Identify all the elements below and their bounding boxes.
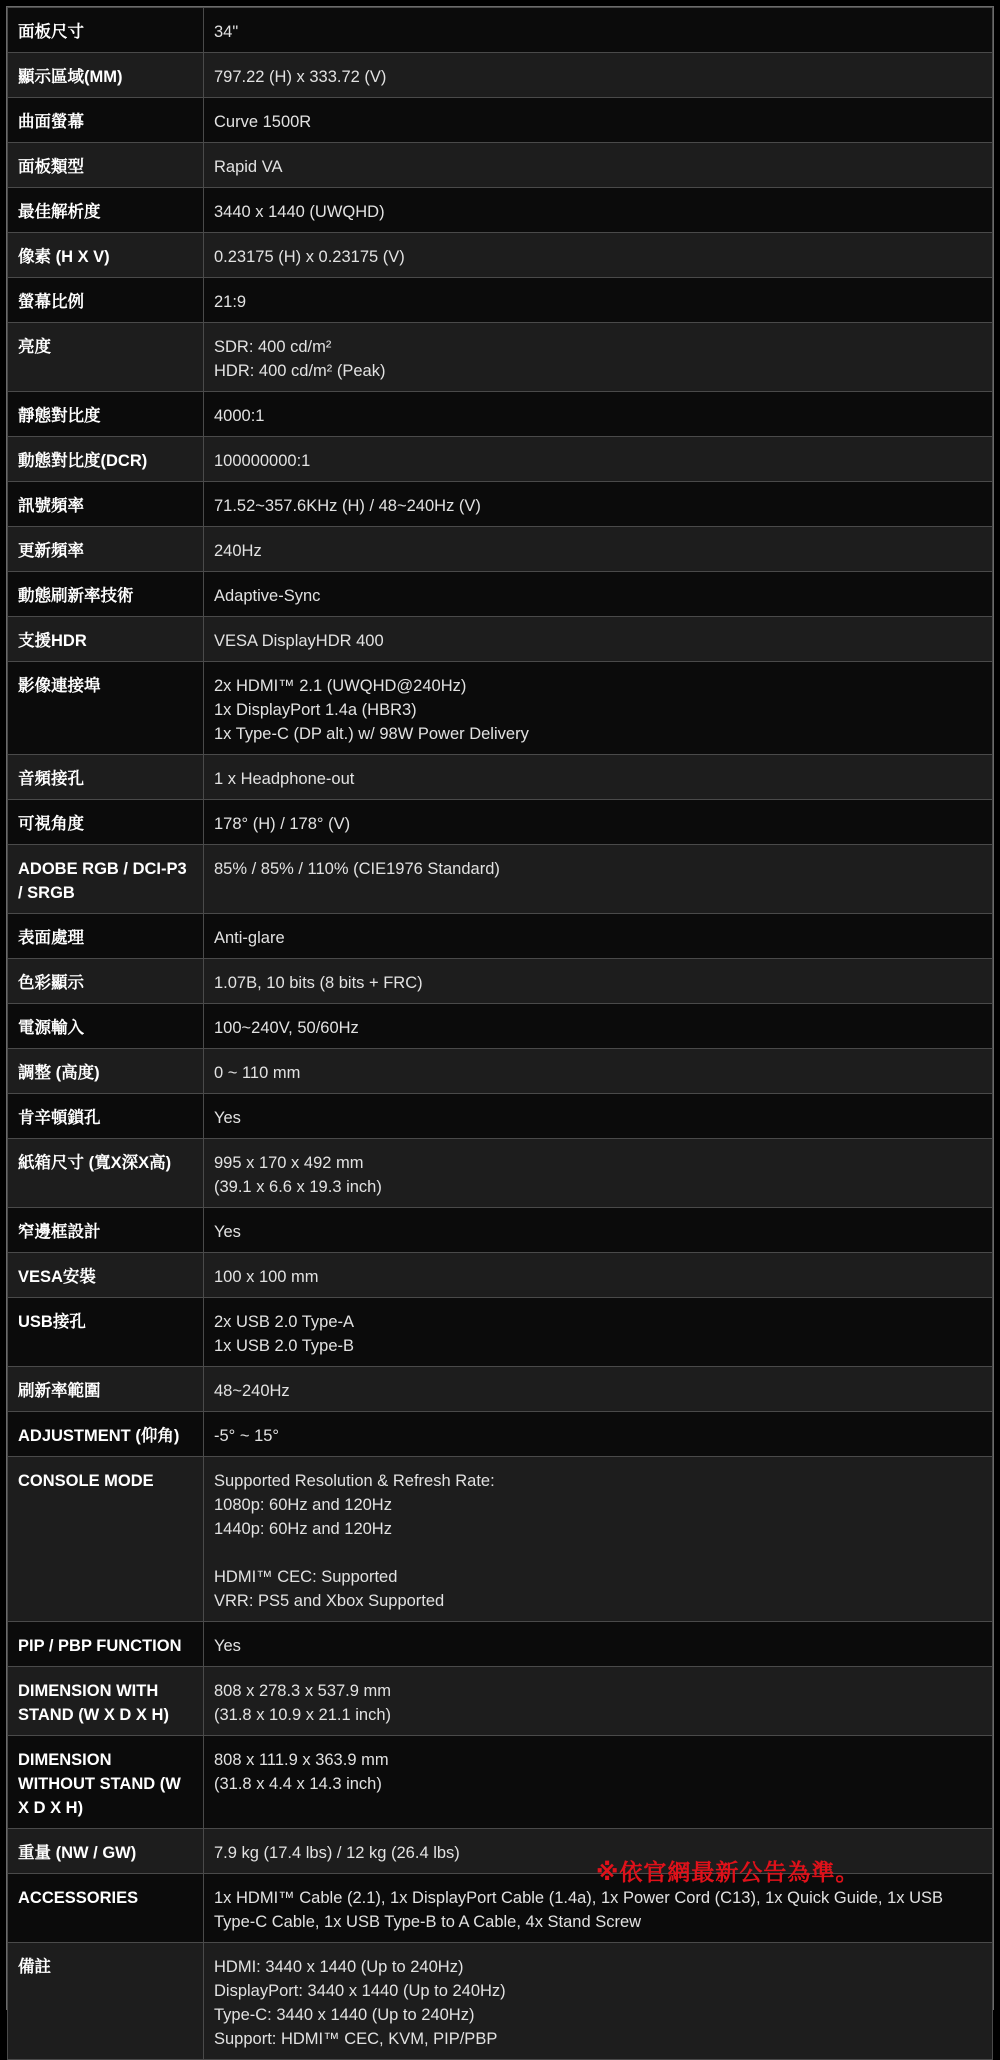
- spec-row: [8, 1412, 993, 1457]
- spec-value: [204, 914, 993, 959]
- spec-value: [204, 323, 993, 392]
- spec-value: [204, 755, 993, 800]
- spec-label: 窄邊框設計: [8, 1208, 204, 1253]
- spec-value-line: 100 x 100 mm: [214, 1268, 319, 1286]
- spec-value-line: 2x HDMI™ 2.1 (UWQHD@240Hz): [214, 677, 467, 695]
- spec-value-line: Type-C: 3440 x 1440 (Up to 240Hz): [214, 2006, 475, 2024]
- spec-value-line: Yes: [214, 1223, 241, 1241]
- spec-value-line: (39.1 x 6.6 x 19.3 inch): [214, 1178, 382, 1196]
- spec-value: [204, 662, 993, 755]
- spec-table: [7, 7, 993, 2060]
- spec-label: ADJUSTMENT (仰角): [8, 1412, 204, 1457]
- spec-value-line: 0 ~ 110 mm: [214, 1064, 301, 1082]
- spec-value-line: 1x USB 2.0 Type-B: [214, 1337, 355, 1355]
- spec-value-line: HDR: 400 cd/m² (Peak): [214, 362, 386, 380]
- spec-value: [204, 1367, 993, 1412]
- spec-label: 顯示區域(MM): [8, 53, 204, 98]
- spec-row: [8, 53, 993, 98]
- spec-label: USB接孔: [8, 1298, 204, 1367]
- spec-value: [204, 617, 993, 662]
- spec-row: [8, 572, 993, 617]
- spec-label: 肯辛頓鎖孔: [8, 1094, 204, 1139]
- spec-value: [204, 437, 993, 482]
- spec-value: [204, 233, 993, 278]
- spec-value-line: 1.07B, 10 bits (8 bits + FRC): [214, 974, 423, 992]
- spec-row: [8, 1736, 993, 1829]
- spec-label: 面板類型: [8, 143, 204, 188]
- spec-value-line: HDMI: 3440 x 1440 (Up to 240Hz): [214, 1958, 464, 1976]
- spec-row: [8, 1367, 993, 1412]
- spec-label: 螢幕比例: [8, 278, 204, 323]
- spec-value-line: Support: HDMI™ CEC, KVM, PIP/PBP: [214, 2030, 498, 2048]
- spec-label: 動態對比度(DCR): [8, 437, 204, 482]
- spec-row: [8, 617, 993, 662]
- spec-label: 紙箱尺寸 (寬X深X高): [8, 1139, 204, 1208]
- spec-value-line: 48~240Hz: [214, 1382, 290, 1400]
- spec-value: [204, 1412, 993, 1457]
- spec-table-frame: [6, 6, 994, 2048]
- spec-value: [204, 278, 993, 323]
- spec-value: [204, 188, 993, 233]
- spec-value-line: Anti-glare: [214, 929, 285, 947]
- spec-row: [8, 1622, 993, 1667]
- spec-value-line: (31.8 x 4.4 x 14.3 inch): [214, 1775, 382, 1793]
- spec-row: [8, 278, 993, 323]
- spec-label: 音頻接孔: [8, 755, 204, 800]
- spec-value: [204, 800, 993, 845]
- spec-value-line: 7.9 kg (17.4 lbs) / 12 kg (26.4 lbs): [214, 1844, 460, 1862]
- spec-value: [204, 1253, 993, 1298]
- spec-value-line: 71.52~357.6KHz (H) / 48~240Hz (V): [214, 497, 481, 515]
- spec-value-line: Curve 1500R: [214, 113, 312, 131]
- spec-value: [204, 1208, 993, 1253]
- spec-row: [8, 1094, 993, 1139]
- spec-value-line: 1x DisplayPort 1.4a (HBR3): [214, 701, 417, 719]
- spec-value-line: (31.8 x 10.9 x 21.1 inch): [214, 1706, 392, 1724]
- spec-row: [8, 527, 993, 572]
- spec-value-line: SDR: 400 cd/m²: [214, 338, 332, 356]
- spec-value: [204, 1094, 993, 1139]
- spec-row: [8, 1139, 993, 1208]
- spec-value-line: Yes: [214, 1637, 241, 1655]
- spec-row: [8, 1004, 993, 1049]
- spec-row: [8, 437, 993, 482]
- spec-row: [8, 143, 993, 188]
- spec-label: 曲面螢幕: [8, 98, 204, 143]
- spec-row: [8, 1457, 993, 1622]
- spec-value-line: 808 x 278.3 x 537.9 mm: [214, 1682, 392, 1700]
- spec-label: 像素 (H X V): [8, 233, 204, 278]
- spec-row: [8, 845, 993, 914]
- spec-value-line: 100~240V, 50/60Hz: [214, 1019, 359, 1037]
- spec-value: [204, 1049, 993, 1094]
- spec-value: [204, 1004, 993, 1049]
- spec-label: ACCESSORIES: [8, 1874, 204, 1943]
- spec-value: [204, 1943, 993, 2060]
- spec-row: [8, 1253, 993, 1298]
- spec-value-line: 1080p: 60Hz and 120Hz: [214, 1496, 392, 1514]
- spec-row: [8, 1667, 993, 1736]
- spec-value-line: HDMI™ CEC: Supported: [214, 1568, 398, 1586]
- spec-row: [8, 662, 993, 755]
- spec-label: 表面處理: [8, 914, 204, 959]
- spec-label: 影像連接埠: [8, 662, 204, 755]
- spec-value-line: 1x HDMI™ Cable (2.1), 1x DisplayPort Cable (1.4a), 1x Power Cord (C13), 1x Quick Guide, 1x USB Type-C Cable, 1x USB Type-B to A Cable, 4x Stand Screw: [214, 1889, 944, 1931]
- spec-label: 支援HDR: [8, 617, 204, 662]
- spec-label: VESA安裝: [8, 1253, 204, 1298]
- spec-value-line: 21:9: [214, 293, 247, 311]
- spec-value-line: Yes: [214, 1109, 241, 1127]
- spec-value-line: 85% / 85% / 110% (CIE1976 Standard): [214, 860, 500, 878]
- spec-value-line: 995 x 170 x 492 mm: [214, 1154, 364, 1172]
- spec-value-line: 4000:1: [214, 407, 265, 425]
- spec-value-line: 808 x 111.9 x 363.9 mm: [214, 1751, 389, 1769]
- spec-value-line: -5° ~ 15°: [214, 1427, 280, 1445]
- spec-value-line: 0.23175 (H) x 0.23175 (V): [214, 248, 405, 266]
- spec-value-line: 3440 x 1440 (UWQHD): [214, 203, 385, 221]
- spec-label: 電源輸入: [8, 1004, 204, 1049]
- spec-value: [204, 1139, 993, 1208]
- spec-row: [8, 392, 993, 437]
- spec-row: [8, 98, 993, 143]
- spec-label: 調整 (高度): [8, 1049, 204, 1094]
- spec-row: [8, 1943, 993, 2060]
- spec-value-line: 34": [214, 23, 239, 41]
- spec-label: CONSOLE MODE: [8, 1457, 204, 1622]
- spec-label: DIMENSION WITHOUT STAND (W X D X H): [8, 1736, 204, 1829]
- spec-row: [8, 1298, 993, 1367]
- spec-value-line: Supported Resolution & Refresh Rate:: [214, 1472, 495, 1490]
- spec-value: [204, 1622, 993, 1667]
- spec-row: [8, 755, 993, 800]
- spec-label: 靜態對比度: [8, 392, 204, 437]
- spec-value-line: 240Hz: [214, 542, 262, 560]
- spec-row: [8, 482, 993, 527]
- spec-row: [8, 1049, 993, 1094]
- spec-value-line: VRR: PS5 and Xbox Supported: [214, 1592, 445, 1610]
- spec-value: [204, 1667, 993, 1736]
- spec-value: [204, 53, 993, 98]
- spec-label: 備註: [8, 1943, 204, 2060]
- spec-row: [8, 188, 993, 233]
- spec-row: [8, 1208, 993, 1253]
- spec-value: [204, 572, 993, 617]
- spec-label: 亮度: [8, 323, 204, 392]
- disclaimer-note: ※依官網最新公告為準。: [596, 1860, 860, 1886]
- spec-value-line: 1x Type-C (DP alt.) w/ 98W Power Delivery: [214, 725, 529, 743]
- spec-label: 動態刷新率技術: [8, 572, 204, 617]
- spec-row: [8, 8, 993, 53]
- spec-value-line: Rapid VA: [214, 158, 283, 176]
- spec-row: [8, 914, 993, 959]
- spec-value-line: 100000000:1: [214, 452, 311, 470]
- spec-label: 重量 (NW / GW): [8, 1829, 204, 1874]
- spec-row: [8, 959, 993, 1004]
- spec-label: 面板尺寸: [8, 8, 204, 53]
- spec-value-line: 1440p: 60Hz and 120Hz: [214, 1520, 392, 1538]
- spec-value: [204, 1736, 993, 1829]
- spec-value-line: 1 x Headphone-out: [214, 770, 355, 788]
- spec-value-line: Adaptive-Sync: [214, 587, 321, 605]
- spec-label: 更新頻率: [8, 527, 204, 572]
- spec-value: [204, 392, 993, 437]
- spec-value: [204, 1457, 993, 1622]
- spec-value-line: 2x USB 2.0 Type-A: [214, 1313, 355, 1331]
- spec-value-line: VESA DisplayHDR 400: [214, 632, 384, 650]
- spec-value-line: 797.22 (H) x 333.72 (V): [214, 68, 387, 86]
- spec-value-line: [214, 1541, 982, 1565]
- spec-label: 可視角度: [8, 800, 204, 845]
- spec-label: 最佳解析度: [8, 188, 204, 233]
- spec-label: DIMENSION WITH STAND (W X D X H): [8, 1667, 204, 1736]
- spec-value: [204, 482, 993, 527]
- spec-label: PIP / PBP FUNCTION: [8, 1622, 204, 1667]
- spec-label: 色彩顯示: [8, 959, 204, 1004]
- spec-value-line: 178° (H) / 178° (V): [214, 815, 351, 833]
- spec-row: [8, 800, 993, 845]
- spec-value-line: DisplayPort: 3440 x 1440 (Up to 240Hz): [214, 1982, 506, 2000]
- spec-label: 訊號頻率: [8, 482, 204, 527]
- spec-value: [204, 8, 993, 53]
- spec-value: [204, 98, 993, 143]
- spec-label: ADOBE RGB / DCI-P3 / SRGB: [8, 845, 204, 914]
- spec-value: [204, 143, 993, 188]
- spec-row: [8, 233, 993, 278]
- spec-value: [204, 959, 993, 1004]
- spec-value: [204, 845, 993, 914]
- spec-value: [204, 527, 993, 572]
- spec-row: [8, 323, 993, 392]
- spec-label: 刷新率範圍: [8, 1367, 204, 1412]
- spec-value: [204, 1298, 993, 1367]
